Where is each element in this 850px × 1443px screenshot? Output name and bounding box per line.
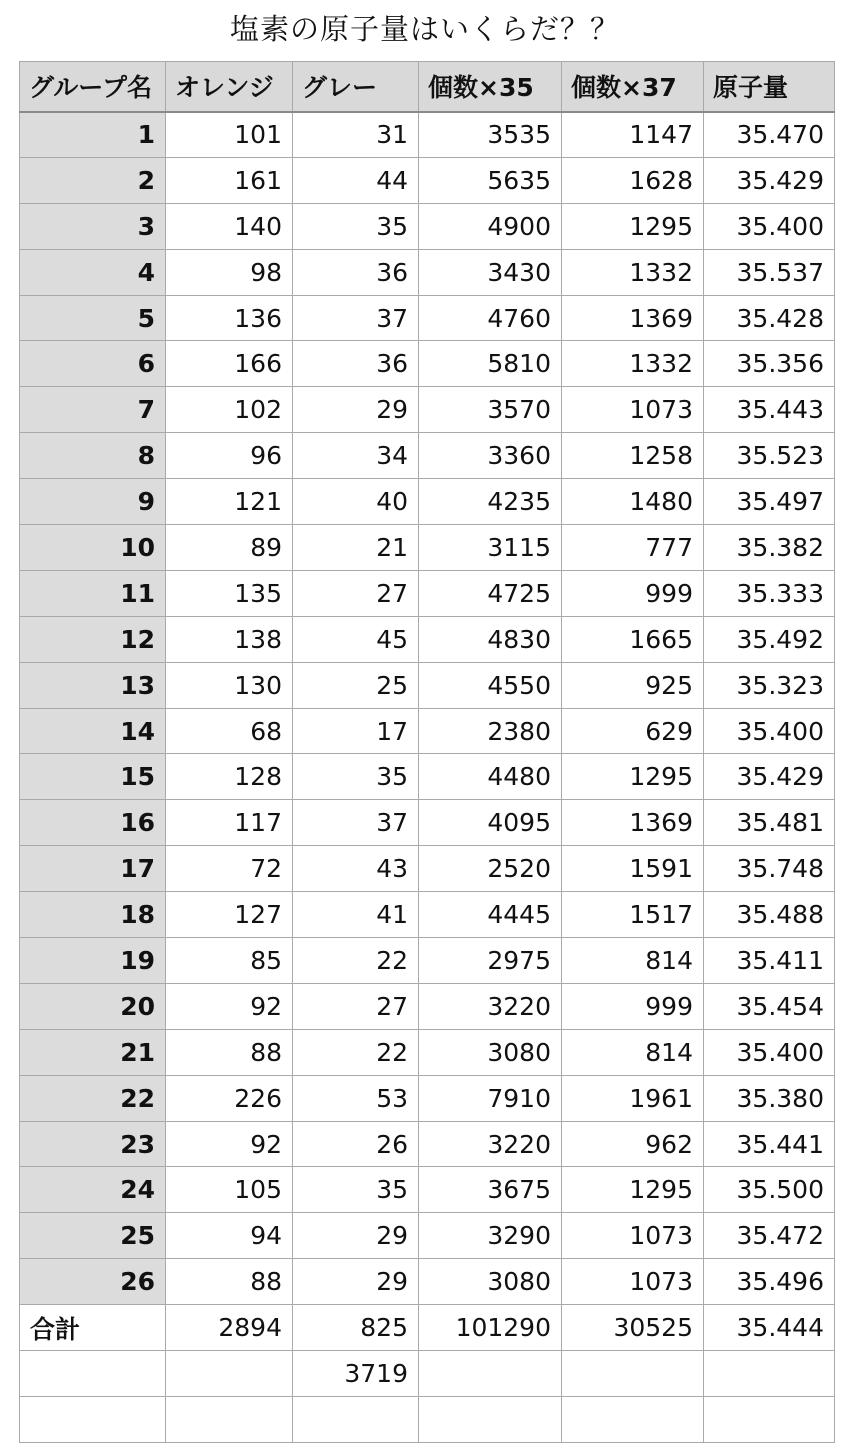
total-orange-cell[interactable]: 2894	[166, 1305, 293, 1351]
count37-cell[interactable]: 814	[562, 938, 704, 984]
header-cell-gray[interactable]: グレー	[293, 62, 419, 112]
empty-cell[interactable]	[20, 1396, 166, 1442]
orange-cell[interactable]: 102	[166, 387, 293, 433]
orange-cell[interactable]: 96	[166, 433, 293, 479]
table-row	[20, 1259, 835, 1305]
gray-cell[interactable]: 21	[293, 525, 419, 571]
orange-cell[interactable]: 89	[166, 525, 293, 571]
header-cell-count35[interactable]: 個数×35	[419, 62, 562, 112]
gray-cell[interactable]: 36	[293, 341, 419, 387]
count37-cell[interactable]: 1665	[562, 616, 704, 662]
count35-cell[interactable]: 4235	[419, 479, 562, 525]
atomic-mass-cell[interactable]: 35.748	[704, 846, 835, 892]
count35-cell[interactable]: 3220	[419, 983, 562, 1029]
empty-cell[interactable]	[419, 1351, 562, 1397]
orange-cell[interactable]: 88	[166, 1259, 293, 1305]
atomic-mass-cell[interactable]: 35.537	[704, 249, 835, 295]
count37-cell[interactable]: 1073	[562, 1213, 704, 1259]
group-cell[interactable]: 5	[20, 295, 166, 341]
gray-cell[interactable]: 29	[293, 1259, 419, 1305]
empty-cell[interactable]	[419, 1396, 562, 1442]
atomic-mass-cell[interactable]: 35.500	[704, 1167, 835, 1213]
gray-cell[interactable]: 35	[293, 1167, 419, 1213]
count35-cell[interactable]: 4900	[419, 203, 562, 249]
orange-cell[interactable]: 72	[166, 846, 293, 892]
gray-grand-total-cell[interactable]: 3719	[293, 1351, 419, 1397]
group-cell[interactable]: 1	[20, 112, 166, 158]
atomic-mass-cell[interactable]: 35.497	[704, 479, 835, 525]
table-row	[20, 1029, 835, 1075]
count35-cell[interactable]: 5810	[419, 341, 562, 387]
group-cell[interactable]: 3	[20, 203, 166, 249]
count37-cell[interactable]: 777	[562, 525, 704, 571]
count35-cell[interactable]: 4760	[419, 295, 562, 341]
group-cell[interactable]: 21	[20, 1029, 166, 1075]
table-row	[20, 157, 835, 203]
count37-cell[interactable]: 814	[562, 1029, 704, 1075]
count35-cell[interactable]: 4445	[419, 892, 562, 938]
gray-cell[interactable]: 34	[293, 433, 419, 479]
group-cell[interactable]: 8	[20, 433, 166, 479]
total-label[interactable]: 合計	[20, 1305, 166, 1351]
table-row	[20, 112, 835, 158]
atomic-mass-cell[interactable]: 35.411	[704, 938, 835, 984]
total-count37-cell[interactable]: 30525	[562, 1305, 704, 1351]
table-row	[20, 662, 835, 708]
header-row	[20, 62, 835, 112]
group-cell[interactable]: 20	[20, 983, 166, 1029]
gray-cell[interactable]: 41	[293, 892, 419, 938]
count35-cell[interactable]: 4830	[419, 616, 562, 662]
gray-cell[interactable]: 36	[293, 249, 419, 295]
atomic-mass-cell[interactable]: 35.454	[704, 983, 835, 1029]
total-row	[20, 1305, 835, 1351]
count37-cell[interactable]: 1295	[562, 203, 704, 249]
gray-cell[interactable]: 22	[293, 1029, 419, 1075]
group-cell[interactable]: 10	[20, 525, 166, 571]
gray-cell[interactable]: 37	[293, 800, 419, 846]
gray-cell[interactable]: 31	[293, 112, 419, 158]
atomic-mass-cell[interactable]: 35.481	[704, 800, 835, 846]
group-cell[interactable]: 9	[20, 479, 166, 525]
atomic-mass-cell[interactable]: 35.356	[704, 341, 835, 387]
gray-cell[interactable]: 29	[293, 387, 419, 433]
gray-cell[interactable]: 53	[293, 1075, 419, 1121]
gray-cell[interactable]: 37	[293, 295, 419, 341]
table-row	[20, 1167, 835, 1213]
table-row	[20, 800, 835, 846]
orange-cell[interactable]: 68	[166, 708, 293, 754]
header-cell-group[interactable]: グループ名	[20, 62, 166, 112]
count37-cell[interactable]: 999	[562, 570, 704, 616]
count37-cell[interactable]: 1628	[562, 157, 704, 203]
table-row	[20, 249, 835, 295]
group-cell[interactable]: 7	[20, 387, 166, 433]
count37-cell[interactable]: 1258	[562, 433, 704, 479]
atomic-mass-cell[interactable]: 35.472	[704, 1213, 835, 1259]
total-gray-cell[interactable]: 825	[293, 1305, 419, 1351]
table-row	[20, 525, 835, 571]
count37-cell[interactable]: 962	[562, 1121, 704, 1167]
orange-cell[interactable]: 166	[166, 341, 293, 387]
count35-cell[interactable]: 5635	[419, 157, 562, 203]
gray-cell[interactable]: 25	[293, 662, 419, 708]
count37-cell[interactable]: 1480	[562, 479, 704, 525]
count35-cell[interactable]: 4725	[419, 570, 562, 616]
count35-cell[interactable]: 3080	[419, 1259, 562, 1305]
gray-cell[interactable]: 26	[293, 1121, 419, 1167]
group-cell[interactable]: 2	[20, 157, 166, 203]
empty-cell[interactable]	[562, 1396, 704, 1442]
orange-cell[interactable]: 130	[166, 662, 293, 708]
sheet-title: 塩素の原子量はいくらだ？？	[229, 12, 620, 46]
table-row	[20, 754, 835, 800]
count37-cell[interactable]: 1591	[562, 846, 704, 892]
group-cell[interactable]: 18	[20, 892, 166, 938]
group-cell[interactable]: 16	[20, 800, 166, 846]
count35-cell[interactable]: 7910	[419, 1075, 562, 1121]
atomic-mass-cell[interactable]: 35.429	[704, 754, 835, 800]
orange-cell[interactable]: 85	[166, 938, 293, 984]
header-cell-atomic-mass[interactable]: 原子量	[704, 62, 835, 112]
group-cell[interactable]: 13	[20, 662, 166, 708]
count35-cell[interactable]: 3535	[419, 112, 562, 158]
count37-cell[interactable]: 1295	[562, 754, 704, 800]
gray-cell[interactable]: 45	[293, 616, 419, 662]
count35-cell[interactable]: 3360	[419, 433, 562, 479]
gray-cell[interactable]: 35	[293, 203, 419, 249]
group-cell[interactable]: 24	[20, 1167, 166, 1213]
count37-cell[interactable]: 925	[562, 662, 704, 708]
table-row	[20, 616, 835, 662]
orange-cell[interactable]: 138	[166, 616, 293, 662]
table-row	[20, 387, 835, 433]
group-cell[interactable]: 25	[20, 1213, 166, 1259]
count35-cell[interactable]: 4095	[419, 800, 562, 846]
atomic-mass-cell[interactable]: 35.492	[704, 616, 835, 662]
total-atomic-mass-cell[interactable]: 35.444	[704, 1305, 835, 1351]
group-cell[interactable]: 23	[20, 1121, 166, 1167]
count37-cell[interactable]: 999	[562, 983, 704, 1029]
extra-row	[20, 1351, 835, 1397]
orange-cell[interactable]: 105	[166, 1167, 293, 1213]
table-row	[20, 433, 835, 479]
count37-cell[interactable]: 1147	[562, 112, 704, 158]
group-cell[interactable]: 4	[20, 249, 166, 295]
count35-cell[interactable]: 3430	[419, 249, 562, 295]
count37-cell[interactable]: 1961	[562, 1075, 704, 1121]
orange-cell[interactable]: 226	[166, 1075, 293, 1121]
atomic-mass-cell[interactable]: 35.488	[704, 892, 835, 938]
table-row	[20, 892, 835, 938]
empty-cell[interactable]	[293, 1396, 419, 1442]
table-row	[20, 203, 835, 249]
group-cell[interactable]: 15	[20, 754, 166, 800]
table-row	[20, 341, 835, 387]
orange-cell[interactable]: 94	[166, 1213, 293, 1259]
orange-cell[interactable]: 135	[166, 570, 293, 616]
count37-cell[interactable]: 1369	[562, 295, 704, 341]
table-row	[20, 1121, 835, 1167]
orange-cell[interactable]: 136	[166, 295, 293, 341]
empty-cell[interactable]	[704, 1351, 835, 1397]
gray-cell[interactable]: 35	[293, 754, 419, 800]
group-cell[interactable]: 6	[20, 341, 166, 387]
atomic-mass-cell[interactable]: 35.496	[704, 1259, 835, 1305]
table-row	[20, 846, 835, 892]
empty-cell[interactable]	[166, 1396, 293, 1442]
group-cell[interactable]: 19	[20, 938, 166, 984]
table-row	[20, 1075, 835, 1121]
count35-cell[interactable]: 2380	[419, 708, 562, 754]
total-count35-cell[interactable]: 101290	[419, 1305, 562, 1351]
gray-cell[interactable]: 44	[293, 157, 419, 203]
orange-cell[interactable]: 98	[166, 249, 293, 295]
atomic-mass-cell[interactable]: 35.429	[704, 157, 835, 203]
atomic-mass-cell[interactable]: 35.441	[704, 1121, 835, 1167]
empty-cell[interactable]	[166, 1351, 293, 1397]
gray-cell[interactable]: 29	[293, 1213, 419, 1259]
gray-cell[interactable]: 27	[293, 570, 419, 616]
count37-cell[interactable]: 1517	[562, 892, 704, 938]
table-row	[20, 295, 835, 341]
orange-cell[interactable]: 161	[166, 157, 293, 203]
gray-cell[interactable]: 22	[293, 938, 419, 984]
empty-cell[interactable]	[20, 1351, 166, 1397]
empty-cell[interactable]	[562, 1351, 704, 1397]
count37-cell[interactable]: 1295	[562, 1167, 704, 1213]
orange-cell[interactable]: 140	[166, 203, 293, 249]
count35-cell[interactable]: 2520	[419, 846, 562, 892]
group-cell[interactable]: 22	[20, 1075, 166, 1121]
orange-cell[interactable]: 92	[166, 1121, 293, 1167]
count35-cell[interactable]: 3570	[419, 387, 562, 433]
count35-cell[interactable]: 3220	[419, 1121, 562, 1167]
count35-cell[interactable]: 3080	[419, 1029, 562, 1075]
count35-cell[interactable]: 3115	[419, 525, 562, 571]
table-row	[20, 938, 835, 984]
table-row	[20, 708, 835, 754]
empty-cell[interactable]	[704, 1396, 835, 1442]
count37-cell[interactable]: 1332	[562, 249, 704, 295]
atomic-mass-cell[interactable]: 35.323	[704, 662, 835, 708]
orange-cell[interactable]: 117	[166, 800, 293, 846]
atomic-mass-cell[interactable]: 35.380	[704, 1075, 835, 1121]
group-cell[interactable]: 26	[20, 1259, 166, 1305]
atomic-mass-cell[interactable]: 35.333	[704, 570, 835, 616]
group-cell[interactable]: 14	[20, 708, 166, 754]
table-row	[20, 1396, 835, 1442]
count37-cell[interactable]: 629	[562, 708, 704, 754]
count35-cell[interactable]: 3675	[419, 1167, 562, 1213]
count37-cell[interactable]: 1073	[562, 1259, 704, 1305]
count37-cell[interactable]: 1073	[562, 387, 704, 433]
orange-cell[interactable]: 88	[166, 1029, 293, 1075]
group-cell[interactable]: 12	[20, 616, 166, 662]
atomic-mass-cell[interactable]: 35.400	[704, 708, 835, 754]
data-table	[19, 61, 835, 1443]
orange-cell[interactable]: 127	[166, 892, 293, 938]
group-cell[interactable]: 17	[20, 846, 166, 892]
count37-cell[interactable]: 1369	[562, 800, 704, 846]
orange-cell[interactable]: 128	[166, 754, 293, 800]
count35-cell[interactable]: 4550	[419, 662, 562, 708]
gray-cell[interactable]: 27	[293, 983, 419, 1029]
atomic-mass-cell[interactable]: 35.443	[704, 387, 835, 433]
count35-cell[interactable]: 2975	[419, 938, 562, 984]
atomic-mass-cell[interactable]: 35.400	[704, 1029, 835, 1075]
table-row	[20, 479, 835, 525]
count35-cell[interactable]: 3290	[419, 1213, 562, 1259]
table-row	[20, 570, 835, 616]
gray-cell[interactable]: 17	[293, 708, 419, 754]
atomic-mass-cell[interactable]: 35.470	[704, 112, 835, 158]
table-row	[20, 983, 835, 1029]
atomic-mass-cell[interactable]: 35.400	[704, 203, 835, 249]
atomic-mass-cell[interactable]: 35.523	[704, 433, 835, 479]
orange-cell[interactable]: 92	[166, 983, 293, 1029]
gray-cell[interactable]: 43	[293, 846, 419, 892]
header-cell-orange[interactable]: オレンジ	[166, 62, 293, 112]
count37-cell[interactable]: 1332	[562, 341, 704, 387]
header-cell-count37[interactable]: 個数×37	[562, 62, 704, 112]
group-cell[interactable]: 11	[20, 570, 166, 616]
table-row	[20, 1213, 835, 1259]
orange-cell[interactable]: 101	[166, 112, 293, 158]
atomic-mass-cell[interactable]: 35.428	[704, 295, 835, 341]
gray-cell[interactable]: 40	[293, 479, 419, 525]
count35-cell[interactable]: 4480	[419, 754, 562, 800]
orange-cell[interactable]: 121	[166, 479, 293, 525]
atomic-mass-cell[interactable]: 35.382	[704, 525, 835, 571]
